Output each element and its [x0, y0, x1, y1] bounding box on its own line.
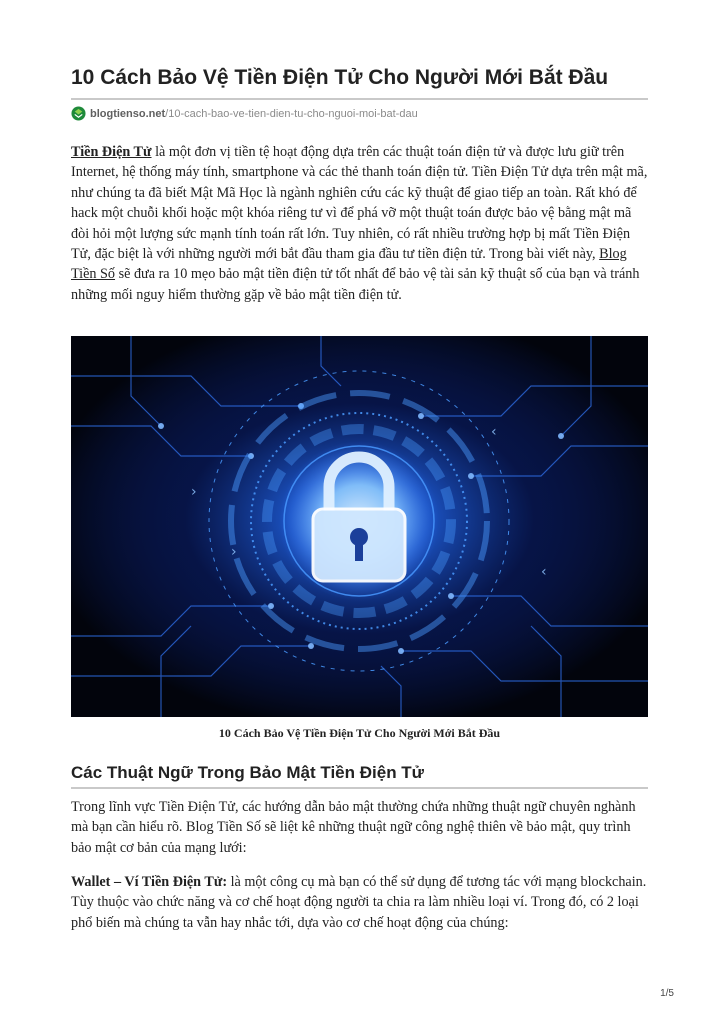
term-link-tien-dien-tu[interactable]: Tiền Điện Tử — [71, 144, 152, 160]
intro-text-1: là một đơn vị tiền tệ hoạt động dựa trên các thuật toán điện tử và được lưu giữ trên Internet, hệ thống máy tính, smartphone và các thẻ thanh toán điện tử. Tiền Điện Tử dựa trên mật mã, như chúng ta đã biết Mật Mã Học là ngành nghiên cứu các kỹ thuật để giao tiếp an toàn. Rất khó để hack một chuỗi khối hoặc một khóa riêng tư vì để phá vỡ một thuật toán được bảo vệ bằng mật mã đòi hỏi một lượng sức mạnh tính toán rất lớn. Tuy nhiên, có rất nhiều trường hợp bị mất Tiền Điện Tử, đặc biệt là với những người mới bắt đầu tham gia đầu tư tiền điện tử. Trong bài viết này, — [71, 144, 648, 263]
page-number: 1/5 — [660, 988, 674, 999]
title-divider — [71, 98, 648, 100]
article-title: 10 Cách Bảo Vệ Tiền Điện Tử Cho Người Mới Bắt Đầu — [71, 66, 609, 89]
wallet-term: Wallet – Ví Tiền Điện Tử: — [71, 874, 228, 890]
image-caption: 10 Cách Bảo Vệ Tiền Điện Tử Cho Người Mới Bắt Đầu — [218, 726, 501, 740]
section-heading: Các Thuật Ngữ Trong Bảo Mật Tiền Điện Tử — [71, 763, 424, 782]
section-paragraph: Trong lĩnh vực Tiền Điện Tử, các hướng dẫn bảo mật thường chứa những thuật ngữ chuyên nghành mà bạn cần hiểu rõ. Blog Tiền Số sẽ liệt kê những thuật ngữ công nghệ thiên về bảo mật, quy trình bảo mật cơ bản của mạng lưới: — [71, 799, 636, 856]
svg-text:‹: ‹ — [491, 424, 497, 440]
cyber-security-padlock-image — [71, 336, 648, 717]
intro-paragraph — [71, 142, 649, 305]
wallet-text: là một công cụ mà bạn có thể sử dụng để tương tác với mạng blockchain. Tùy thuộc vào chức năng và cơ chế hoạt động người ta chia ra làm nhiều loại ví. Trong đó, có 2 loại phổ biến mà chúng ta vẫn hay nhắc tới, dựa vào cơ chế hoạt động của chúng: — [71, 874, 647, 931]
wallet-paragraph — [71, 872, 649, 933]
blogtienso-logo-icon — [71, 106, 86, 121]
padlock-illustration — [71, 336, 648, 717]
svg-text:‹: ‹ — [541, 564, 547, 580]
intro-text-2: sẽ đưa ra 10 mẹo bảo mật tiền điện tử tốt nhất để bảo vệ tài sản kỹ thuật số của bạn và tránh những mối nguy hiểm thường gặp về bảo mật tiền điện tử. — [71, 266, 640, 303]
blog-tien-so-link[interactable]: Blog Tiền Số — [71, 246, 627, 283]
section-divider — [71, 787, 648, 789]
svg-text:›: › — [191, 484, 197, 500]
source-path[interactable]: /10-cach-bao-ve-tien-dien-tu-cho-nguoi-moi-bat-dau — [165, 107, 418, 120]
source-domain[interactable]: blogtienso.net — [90, 107, 166, 120]
source-line[interactable] — [71, 106, 418, 121]
svg-text:›: › — [231, 544, 237, 560]
